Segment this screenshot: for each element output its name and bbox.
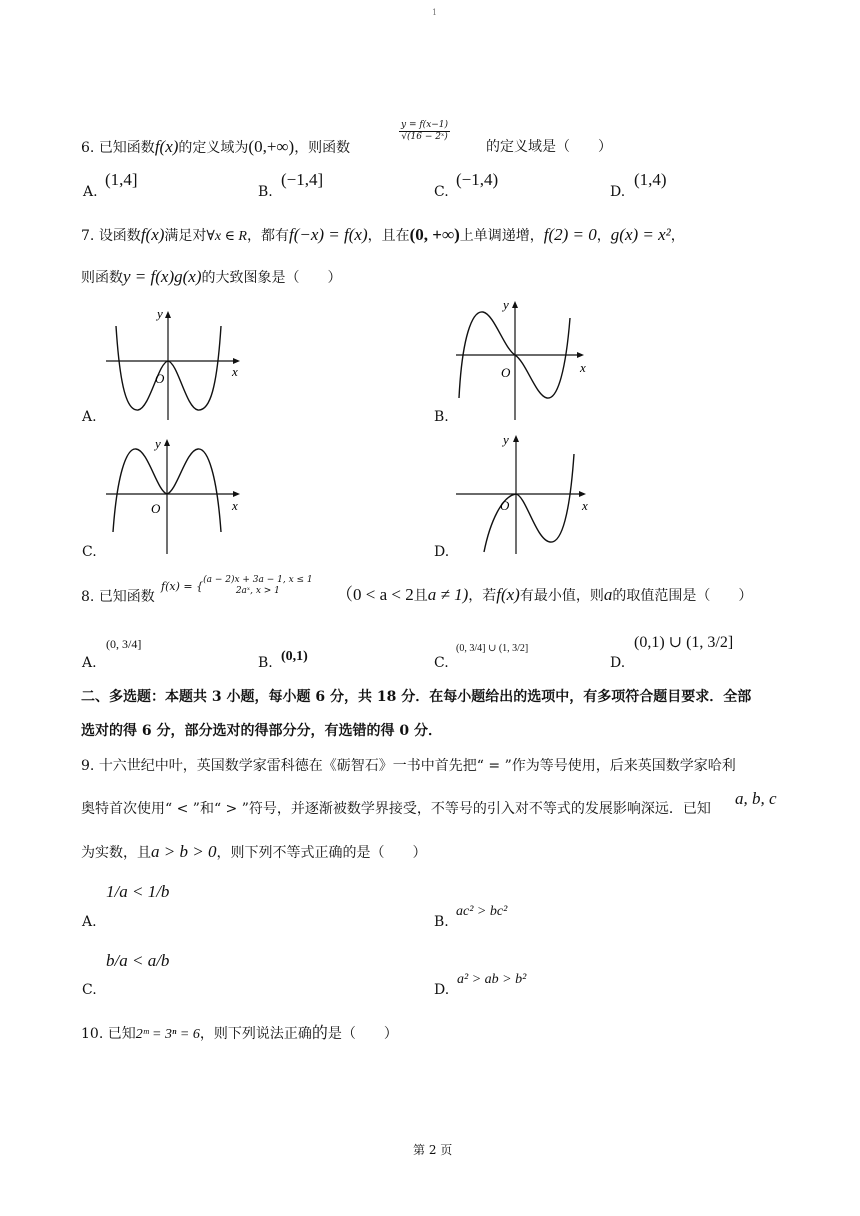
q7-option-d-label: D. bbox=[434, 544, 450, 560]
x-axis-arrow bbox=[233, 491, 240, 497]
q6-option-c-value: (−1,4) bbox=[456, 170, 499, 189]
q6-text-3: ，则函数 bbox=[294, 140, 351, 156]
origin-label: O bbox=[500, 498, 510, 513]
q7-text-3: ，都有 bbox=[246, 228, 289, 244]
q8-cond-and: 且 bbox=[413, 588, 428, 604]
q7-number: 7. bbox=[81, 228, 95, 244]
q7-line2-a: 则函数 bbox=[81, 270, 123, 286]
y-axis-arrow bbox=[164, 439, 170, 446]
q7-option-a-label: A. bbox=[82, 409, 97, 425]
q7-stem-line-2 bbox=[81, 268, 341, 287]
q7-text-2: 满足对 bbox=[164, 228, 207, 244]
q7-even-condition: f(−x) = f(x) bbox=[288, 225, 368, 244]
q8-a: a bbox=[603, 585, 613, 604]
q6-expr-numerator: y = f(x−1) bbox=[401, 120, 449, 130]
q7-option-b-label: B. bbox=[434, 409, 449, 425]
q7-comma: ， bbox=[596, 228, 611, 244]
q8-option-a-label: A. bbox=[82, 655, 97, 671]
q9-option-c-value: b/a < a/b bbox=[106, 951, 170, 970]
q9-number: 9. bbox=[81, 758, 95, 774]
q9-line-1: 十六世纪中叶，英国数学家雷科德在《砺智石》一书中首先把“ = ”作为等号使用，后来英国数学家哈利 bbox=[98, 758, 736, 774]
q8-option-d-value: (0,1) ∪ (1, 3/2] bbox=[634, 634, 734, 651]
y-label: y bbox=[157, 308, 163, 321]
q9-option-a-value: 1/a < 1/b bbox=[106, 882, 170, 901]
q6-expr-denominator: √(16 − 2ˣ) bbox=[401, 132, 448, 142]
q7-graph-a bbox=[100, 308, 250, 423]
q7-graph-b bbox=[452, 298, 597, 423]
q9-line-2: 奥特首次使用“ < ”和“ > ”符号，并逐渐被数学界接受，不等号的引入对不等式的发展影响深远．已知 bbox=[81, 801, 711, 817]
q6-function-expression bbox=[399, 120, 450, 143]
x-label: x bbox=[580, 360, 586, 375]
section-2-heading-line-2: 选对的得 6 分，部分选对的得部分分，有选错的得 0 分． bbox=[81, 723, 442, 739]
q10-text-1: 已知 bbox=[107, 1026, 136, 1042]
q7-line2-b: 的大致图象是（ ） bbox=[201, 270, 342, 286]
q10-de: 的 bbox=[311, 1023, 328, 1042]
q9-option-d-label: D. bbox=[434, 982, 450, 998]
q7-graph-c bbox=[100, 436, 250, 556]
q10-stem bbox=[81, 1024, 398, 1044]
q8-cond-2: a ≠ 1) bbox=[427, 585, 469, 604]
q8-piecewise bbox=[161, 575, 313, 597]
y-axis-arrow bbox=[512, 301, 518, 308]
q9-stem-line-1 bbox=[81, 757, 736, 775]
q7-f2: f(2) = 0 bbox=[543, 225, 597, 244]
x-axis-arrow bbox=[579, 491, 586, 497]
q7-text-4: ，且在 bbox=[367, 228, 410, 244]
q10-text-3: 是（ ） bbox=[327, 1026, 398, 1042]
q7-tail: ， bbox=[670, 228, 685, 244]
q7-text-1: 设函数 bbox=[98, 228, 141, 244]
q9-stem-line-3 bbox=[81, 843, 426, 862]
q8-text-4: 的取值范围是（ ） bbox=[612, 588, 753, 604]
q7-option-c-label: C. bbox=[82, 544, 97, 560]
y-label: y bbox=[503, 432, 509, 447]
q7-forall: ∀x ∈ R bbox=[206, 229, 247, 244]
q8-cond-1: （0 < a < 2 bbox=[336, 585, 414, 604]
q6-text-2: 的定义域为 bbox=[178, 140, 249, 156]
q8-option-b-value: (0,1) bbox=[281, 649, 308, 664]
y-label: y bbox=[155, 436, 161, 451]
q6-option-a-label: A. bbox=[83, 184, 98, 200]
q8-text-3: 有最小值，则 bbox=[519, 588, 604, 604]
q9-line-3b: ，则下列不等式正确的是（ ） bbox=[216, 845, 427, 861]
y-axis-arrow bbox=[513, 435, 519, 442]
curve bbox=[484, 454, 574, 552]
q9-option-d-value: a² > ab > b² bbox=[457, 972, 527, 987]
origin-label: O bbox=[155, 371, 165, 386]
q10-number: 10. bbox=[81, 1026, 104, 1042]
x-label: x bbox=[232, 364, 238, 379]
origin-label: O bbox=[501, 365, 511, 380]
q8-stem-rest bbox=[336, 586, 752, 605]
page-footer: 第 2 页 bbox=[413, 1143, 453, 1157]
origin-label: O bbox=[151, 501, 161, 516]
q6-option-b-label: B. bbox=[258, 184, 273, 200]
q9-abc: a, b, c bbox=[735, 789, 777, 808]
q8-number: 8. bbox=[81, 589, 95, 605]
q7-graph-d bbox=[452, 432, 597, 557]
q8-fx: f(x) bbox=[496, 585, 520, 604]
q9-option-a-label: A. bbox=[82, 914, 97, 930]
q10-expression: 2ᵐ = 3ⁿ = 6 bbox=[135, 1027, 200, 1042]
q7-interval: (0, +∞) bbox=[409, 225, 460, 244]
q7-stem-line-1 bbox=[81, 226, 685, 246]
q7-yexpr: y = f(x)g(x) bbox=[123, 267, 202, 286]
q6-text-1: 已知函数 bbox=[98, 140, 155, 156]
y-axis-arrow bbox=[165, 311, 171, 318]
q9-line-3a: 为实数，且 bbox=[81, 845, 151, 861]
q6-option-a-value: (1,4] bbox=[105, 170, 138, 189]
q9-option-c-label: C. bbox=[82, 982, 97, 998]
q6-domain: (0,+∞) bbox=[248, 137, 295, 156]
q8-option-c-value: (0, 3/4] ∪ (1, 3/2] bbox=[456, 643, 529, 654]
q8-option-b-label: B. bbox=[258, 655, 273, 671]
q6-text-4: 的定义域是（ ） bbox=[486, 139, 612, 155]
x-axis-arrow bbox=[577, 352, 584, 358]
q6-option-d-label: D. bbox=[610, 184, 626, 200]
q6-option-b-value: (−1,4] bbox=[281, 170, 324, 189]
q10-text-2: ，则下列说法正确 bbox=[199, 1026, 312, 1042]
q9-option-b-value: ac² > bc² bbox=[456, 904, 508, 919]
q9-option-b-label: B. bbox=[434, 914, 449, 930]
q6-stem bbox=[81, 138, 350, 157]
q8-piece-cases bbox=[203, 575, 313, 597]
q8-option-d-label: D. bbox=[610, 655, 626, 671]
y-label: y bbox=[503, 298, 509, 312]
q7-fx: f(x) bbox=[140, 225, 165, 244]
q6-option-c-label: C. bbox=[434, 184, 449, 200]
q8-option-c-label: C. bbox=[434, 655, 449, 671]
x-label: x bbox=[582, 498, 588, 513]
q8-piece-lhs: f(x) = { bbox=[161, 579, 204, 593]
q6-fx: f(x) bbox=[154, 137, 179, 156]
q9-condition: a > b > 0 bbox=[151, 842, 217, 861]
q6-number: 6. bbox=[81, 140, 95, 156]
x-label: x bbox=[232, 498, 238, 513]
q8-stem-start bbox=[81, 588, 155, 606]
q8-option-a-value: (0, 3/4] bbox=[106, 637, 142, 651]
q7-text-5: 上单调递增， bbox=[459, 228, 544, 244]
header-mark: 1 bbox=[432, 8, 438, 17]
q6-option-d-value: (1,4) bbox=[634, 170, 667, 189]
q8-text-1: 已知函数 bbox=[98, 589, 155, 605]
q7-gx: g(x) = x² bbox=[610, 225, 671, 244]
q8-piece-1: (a − 2)x + 3a − 1, x ≤ 1 bbox=[203, 575, 313, 585]
q8-text-2: ，若 bbox=[468, 588, 497, 604]
q8-piece-2: 2aˣ, x > 1 bbox=[235, 586, 280, 596]
section-2-heading-line-1: 二、多选题：本题共 3 小题，每小题 6 分，共 18 分．在每小题给出的选项中，有多项符合题目要求．全部 bbox=[81, 689, 752, 705]
